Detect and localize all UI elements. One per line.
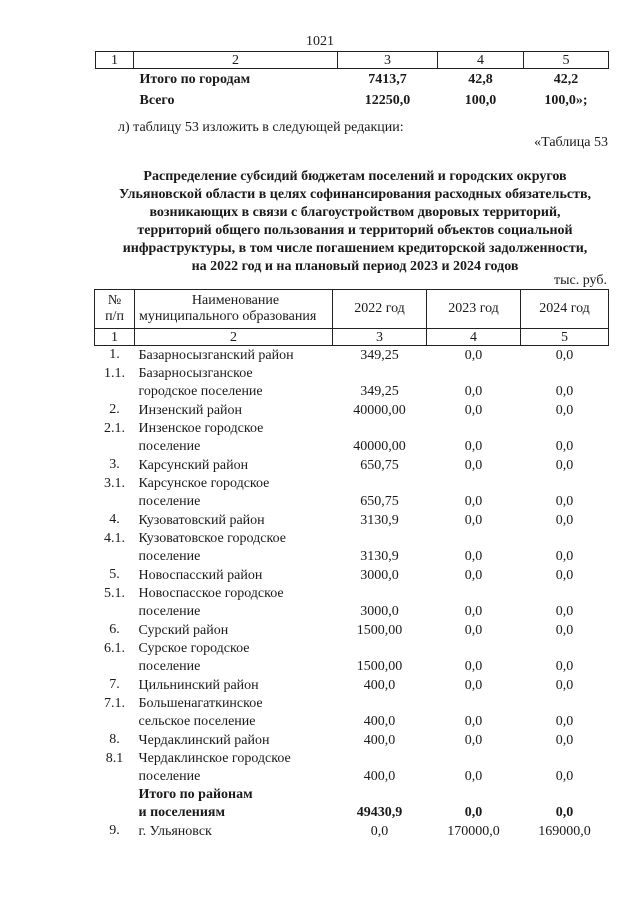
title-line: территорий общего пользования и территорий объектов социальной: [137, 223, 573, 238]
value-2022: 1500,00: [356, 623, 403, 638]
row-name-line: сельское поселение: [138, 714, 256, 729]
row-number: 8.: [109, 732, 120, 747]
value-2022: 40000,00: [353, 403, 406, 418]
row-number: 3.1.: [104, 476, 125, 491]
row-name-line: поселение: [138, 494, 201, 509]
value-2023: 0,0: [464, 623, 483, 638]
value-2022: 40000,00: [353, 439, 406, 454]
table-row: [95, 695, 609, 731]
value-2023: 0,0: [464, 568, 483, 583]
value-2024: 0,0: [555, 604, 574, 619]
row-name: [135, 566, 333, 585]
value-2022: 7413,7: [368, 71, 407, 87]
value-2023: 0,0: [464, 549, 483, 564]
row-number: 5.: [109, 567, 120, 582]
row-name: [135, 621, 333, 640]
row-name: [135, 475, 333, 511]
row-name-line: поселение: [138, 604, 201, 619]
header-2023: 2023 год: [427, 290, 521, 329]
value-2023: 0,0: [464, 458, 483, 473]
value-2024: 0,0: [555, 458, 574, 473]
row-name: Итого по городам: [139, 71, 251, 87]
row-name: [135, 695, 333, 731]
value-2024: 0,0: [555, 549, 574, 564]
row-number: 9.: [109, 823, 120, 838]
column-number: 1: [95, 329, 135, 346]
header-2022: 2022 год: [333, 290, 427, 329]
value-2023: 0,0: [464, 805, 483, 820]
row-number: 1.: [109, 347, 120, 362]
table-row: [95, 731, 609, 750]
row-name: [135, 676, 333, 695]
total-rayons-row: [95, 786, 609, 822]
value-2022: 3130,9: [360, 513, 399, 528]
value-2022: 650,75: [360, 494, 399, 509]
value-2023: 0,0: [464, 659, 483, 674]
value-2024: 0,0: [555, 568, 574, 583]
value-2024: 100,0»;: [544, 92, 588, 108]
row-name: [135, 640, 333, 676]
value-2024: 0,0: [555, 769, 574, 784]
row-name-line: Карсунский район: [138, 458, 249, 473]
row-number: 8.1: [105, 751, 124, 766]
row-name-line: Чердаклинский район: [138, 733, 270, 748]
table-row: [95, 530, 609, 566]
value-2024: 0,0: [555, 513, 574, 528]
value-2024: 0,0: [555, 439, 574, 454]
row-number: 2.: [109, 402, 120, 417]
row-number: 6.: [109, 622, 120, 637]
value-2023: 0,0: [464, 733, 483, 748]
row-name-line: Кузоватовский район: [138, 513, 265, 528]
row-name: [135, 786, 333, 822]
title-line: Ульяновской области в целях софинансирования расходных обязательств,: [118, 187, 592, 202]
row-number: 7.: [109, 677, 120, 692]
value-2023: 100,0: [464, 92, 497, 108]
table-row: [95, 585, 609, 621]
row-name-line: Большенагаткинское: [138, 696, 263, 711]
table-body: [95, 346, 609, 842]
row-number: 2.1.: [104, 421, 125, 436]
row-name: [135, 420, 333, 456]
table-row: [95, 475, 609, 511]
table-row: [95, 401, 609, 420]
row-name: [135, 731, 333, 750]
value-2022: 349,25: [360, 384, 399, 399]
row-number: 3.: [109, 457, 120, 472]
value-2023: 0,0: [464, 714, 483, 729]
ulyanovsk-row: [95, 822, 609, 841]
table-row: [95, 456, 609, 475]
header-municipality: Наименование муниципального образования: [135, 290, 333, 329]
value-2023: 0,0: [464, 513, 483, 528]
value-2024: 0,0: [555, 733, 574, 748]
value-2022: 49430,9: [356, 805, 403, 820]
value-2022: 3000,0: [360, 568, 399, 583]
value-2022: 400,0: [363, 733, 396, 748]
row-name-line: Новоспасское городское: [138, 586, 284, 601]
row-number: 4.1.: [104, 531, 125, 546]
value-2022: 650,75: [360, 458, 399, 473]
value-2023: 0,0: [464, 604, 483, 619]
subsidy-table: [94, 289, 609, 841]
value-2024: 42,2: [553, 71, 579, 87]
row-number: 7.1.: [104, 696, 125, 711]
grand-total-row: [96, 90, 609, 111]
value-2024: 0,0: [555, 384, 574, 399]
row-name-line: Сурское городское: [138, 641, 250, 656]
column-number: 4: [427, 329, 521, 346]
row-name: [135, 365, 333, 401]
table-row: [95, 621, 609, 640]
value-2022: 1500,00: [356, 659, 403, 674]
row-name-line: поселение: [138, 549, 201, 564]
value-2023: 0,0: [464, 384, 483, 399]
table-row: [95, 346, 609, 366]
column-number: 1: [96, 52, 134, 69]
row-name-line: городское поселение: [138, 384, 263, 399]
column-number: 3: [338, 52, 438, 69]
value-2022: 400,0: [363, 678, 396, 693]
column-numbers-row: [95, 329, 609, 346]
value-2024: 0,0: [555, 494, 574, 509]
table-row: [95, 566, 609, 585]
value-2023: 0,0: [464, 439, 483, 454]
table-row: [95, 676, 609, 695]
row-name: [135, 750, 333, 786]
value-2023: 0,0: [464, 494, 483, 509]
row-name-line: Карсунское городское: [138, 476, 270, 491]
amendment-instruction: л) таблицу 53 изложить в следующей редакции:: [118, 120, 404, 135]
row-name: [135, 511, 333, 530]
value-2023: 42,8: [468, 71, 493, 87]
table-label: «Таблица 53: [534, 135, 608, 150]
value-2024: 0,0: [555, 659, 574, 674]
row-name-line: Сурский район: [138, 623, 229, 638]
table-row: [95, 420, 609, 456]
value-2022: 400,0: [363, 769, 396, 784]
value-2023: 170000,0: [447, 824, 500, 839]
continued-table-column-numbers: [96, 52, 609, 69]
value-2023: 0,0: [464, 348, 483, 363]
row-name-line: Итого по районам: [138, 787, 253, 802]
row-name-line: Инзенское городское: [138, 421, 264, 436]
value-2022: 3000,0: [360, 604, 399, 619]
table-row: [95, 511, 609, 530]
row-name: [135, 401, 333, 420]
row-name-line: поселение: [138, 659, 201, 674]
row-name-line: Кузоватовское городское: [138, 531, 286, 546]
row-number: 6.1.: [104, 641, 125, 656]
value-2024: 0,0: [555, 714, 574, 729]
value-2024: 0,0: [555, 348, 574, 363]
total-cities-row: [96, 69, 609, 91]
row-name: г. Ульяновск: [138, 824, 212, 839]
row-name-line: Цильнинский район: [138, 678, 259, 693]
table-header-row: [95, 290, 609, 329]
value-2024: 0,0: [555, 805, 574, 820]
row-name: Всего: [139, 92, 175, 108]
value-2022: 349,25: [360, 348, 399, 363]
row-number: 4.: [109, 512, 120, 527]
value-2022: 0,0: [370, 824, 389, 839]
column-number: 2: [134, 52, 338, 69]
table-row: [95, 365, 609, 401]
value-2023: 0,0: [464, 769, 483, 784]
column-number: 2: [135, 329, 333, 346]
column-number: 5: [521, 329, 609, 346]
row-name-line: Чердаклинское городское: [138, 751, 291, 766]
row-name-line: Базарносызганское: [138, 366, 253, 381]
table-row: [95, 640, 609, 676]
column-number: 4: [438, 52, 524, 69]
table-title: [90, 168, 620, 276]
continued-table: [95, 51, 609, 111]
title-line: возникающих в связи с благоустройством дворовых территорий,: [149, 205, 561, 220]
row-name-line: и поселениям: [138, 805, 226, 820]
header-number: № п/п: [95, 290, 135, 329]
row-name-line: поселение: [138, 439, 201, 454]
row-number: 1.1.: [104, 366, 125, 381]
page-number: 1021: [306, 34, 334, 49]
row-name: [135, 585, 333, 621]
header-2024: 2024 год: [521, 290, 609, 329]
value-2024: 169000,0: [538, 824, 591, 839]
row-number: [95, 786, 135, 822]
row-name: [135, 346, 333, 366]
row-name: [135, 530, 333, 566]
value-2022: 3130,9: [360, 549, 399, 564]
value-2023: 0,0: [464, 403, 483, 418]
row-number: 5.1.: [104, 586, 125, 601]
row-name: [135, 456, 333, 475]
row-name-line: Базарносызганский район: [138, 348, 294, 363]
value-2023: 0,0: [464, 678, 483, 693]
title-line: Распределение субсидий бюджетам поселений и городских округов: [143, 169, 567, 184]
title-line: на 2022 год и на плановый период 2023 и 2024 годов: [191, 259, 519, 274]
value-2024: 0,0: [555, 623, 574, 638]
column-number: 3: [333, 329, 427, 346]
row-name-line: поселение: [138, 769, 201, 784]
value-2024: 0,0: [555, 678, 574, 693]
value-2022: 400,0: [363, 714, 396, 729]
title-line: инфраструктуры, в том числе погашением кредиторской задолженности,: [122, 241, 588, 256]
table-row: [95, 750, 609, 786]
value-2022: 12250,0: [364, 92, 411, 108]
row-name-line: Инзенский район: [138, 403, 243, 418]
units-label: тыс. руб.: [554, 273, 607, 288]
value-2024: 0,0: [555, 403, 574, 418]
row-name-line: Новоспасский район: [138, 568, 263, 583]
column-number: 5: [524, 52, 609, 69]
